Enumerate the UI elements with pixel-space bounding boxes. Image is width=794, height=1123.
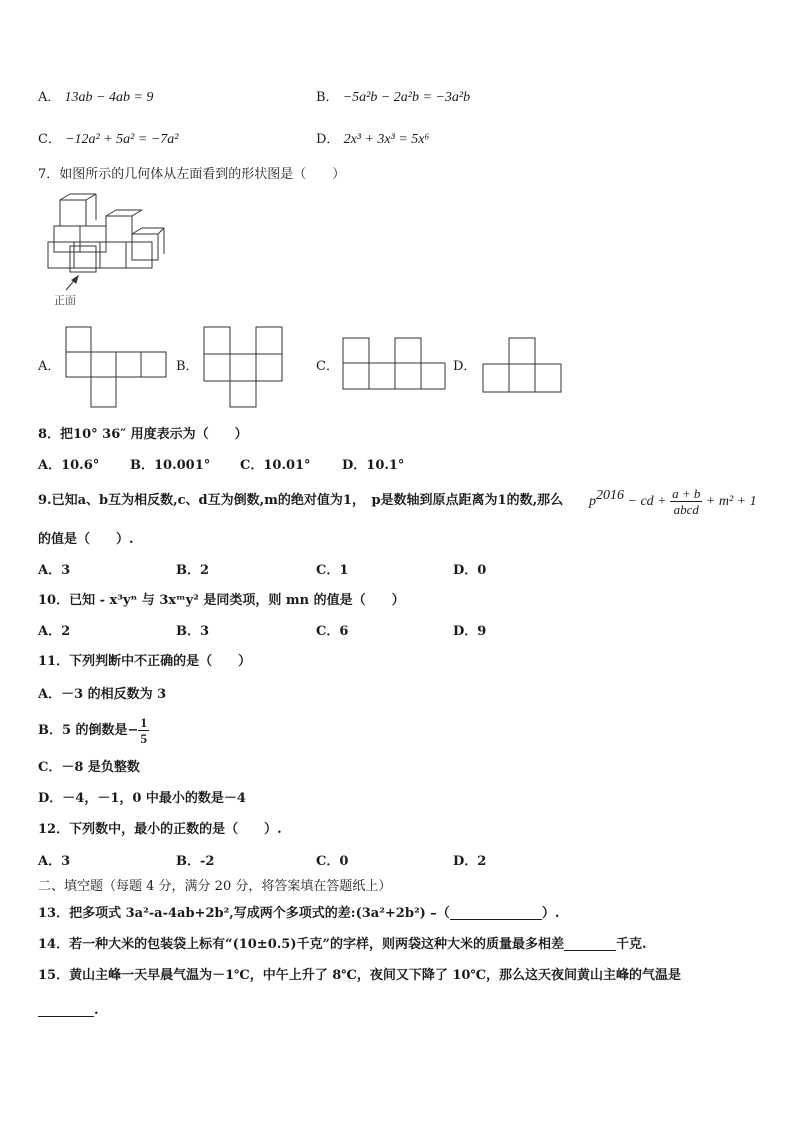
q10-stem: 10．已知 - x³yⁿ 与 3xᵐy² 是同类项，则 mn 的值是（ ） bbox=[38, 593, 405, 608]
q11-stem: 11．下列判断中不正确的是（ ） bbox=[38, 654, 252, 669]
q8-option-a: A．10.6° bbox=[38, 458, 100, 473]
q9-expression bbox=[589, 486, 757, 517]
q7-option-d-label: D． bbox=[453, 359, 477, 374]
fraction-numerator: a + b bbox=[672, 486, 701, 501]
answer-blank[interactable] bbox=[450, 905, 542, 920]
q10-option-b: B．3 bbox=[176, 624, 210, 639]
option-label: D． bbox=[316, 132, 340, 147]
q9-option-c: C．1 bbox=[316, 563, 349, 578]
q9-option-a: A．3 bbox=[38, 563, 71, 578]
q13-text: 13．把多项式 3a²-a-4ab+2b²,写成两个多项式的差:(3a²+2b²) –（ bbox=[38, 906, 450, 921]
q14-text-end: 千克. bbox=[615, 937, 647, 952]
option-label: B． bbox=[316, 90, 339, 105]
fraction-denominator: 5 bbox=[140, 731, 147, 746]
q8-stem: 8．把10° 36″ 用度表示为（ ） bbox=[38, 427, 248, 442]
q13-text-end: ）. bbox=[541, 906, 560, 921]
q7-option-b-figure bbox=[204, 327, 284, 409]
q10-option-c: C．6 bbox=[316, 624, 349, 639]
section-heading: 二、填空题（每题 4 分，满分 20 分，将答案填在答题纸上） bbox=[38, 879, 392, 894]
q12-option-c: C．0 bbox=[316, 854, 349, 869]
q9-option-b: B．2 bbox=[176, 563, 210, 578]
answer-blank[interactable] bbox=[564, 936, 616, 951]
q8-option-c: C．10.01° bbox=[240, 458, 311, 473]
expr-p: p bbox=[589, 494, 596, 509]
option-expression: −5a²b − 2a²b = −3a²b bbox=[342, 90, 471, 105]
fraction-numerator: 1 bbox=[140, 715, 147, 730]
q11-option-b bbox=[38, 713, 149, 749]
answer-blank[interactable] bbox=[38, 1002, 94, 1017]
q14-text: 14．若一种大米的包装袋上标有“(10±0.5)千克”的字样，则两袋这种大米的质量最多相差 bbox=[38, 937, 564, 952]
q9-stem: 9.已知a、b互为相反数,c、d互为倒数,m的绝对值为1， p是数轴到原点距离为1的数,那么 bbox=[38, 493, 564, 508]
option-label: C． bbox=[38, 132, 61, 147]
option-expression: −12a² + 5a² = −7a² bbox=[65, 132, 179, 147]
q12-option-b: B．-2 bbox=[176, 854, 215, 869]
q6-option-b bbox=[316, 89, 470, 107]
q7-option-a-figure bbox=[66, 327, 168, 409]
q11-option-d: D．－4，－1，0 中最小的数是－4 bbox=[38, 791, 246, 806]
q10-option-d: D．9 bbox=[453, 624, 487, 639]
front-view-label: 正面 bbox=[54, 294, 76, 307]
option-expression: 13ab − 4ab = 9 bbox=[64, 90, 154, 105]
option-b-text: B．5 的倒数是− bbox=[38, 723, 139, 738]
q15-stem: 15．黄山主峰一天早晨气温为－1℃，中午上升了 8℃，夜间又下降了 10℃，那么这天夜间黄山主峰的气温是 bbox=[38, 968, 682, 983]
q8-option-b: B．10.001° bbox=[130, 458, 211, 473]
q7-option-b-label: B． bbox=[176, 359, 199, 374]
q15-text-end: . bbox=[94, 1003, 99, 1018]
option-label: A． bbox=[38, 90, 61, 105]
q10-option-a: A．2 bbox=[38, 624, 71, 639]
q12-option-d: D．2 bbox=[453, 854, 487, 869]
expr-mid: − cd + bbox=[624, 494, 671, 509]
option-b-fraction bbox=[138, 715, 149, 746]
q6-option-d bbox=[316, 131, 429, 149]
q9-stem-continued: 的值是（ ）. bbox=[38, 532, 134, 547]
q7-option-a-label: A． bbox=[38, 359, 61, 374]
q7-option-d-figure bbox=[483, 338, 563, 394]
q15-answer-line bbox=[38, 1002, 99, 1020]
expr-exponent: 2016 bbox=[596, 488, 624, 503]
q6-option-a bbox=[38, 89, 153, 107]
q9-option-d: D．0 bbox=[453, 563, 487, 578]
q7-option-c-figure bbox=[343, 338, 447, 392]
q6-option-c bbox=[38, 131, 178, 149]
q13-stem bbox=[38, 905, 559, 923]
expr-post: + m² + 1 bbox=[702, 494, 757, 509]
q7-option-c-label: C． bbox=[316, 359, 339, 374]
expr-fraction bbox=[670, 486, 702, 517]
q14-stem bbox=[38, 936, 646, 954]
q11-option-a: A．－3 的相反数为 3 bbox=[38, 687, 167, 702]
q7-stem: 7．如图所示的几何体从左面看到的形状图是（ ） bbox=[38, 167, 346, 182]
q8-option-d: D．10.1° bbox=[342, 458, 405, 473]
q12-stem: 12．下列数中，最小的正数的是（ ）. bbox=[38, 822, 282, 837]
fraction-denominator: abcd bbox=[673, 502, 699, 517]
q11-option-c: C．－8 是负整数 bbox=[38, 760, 140, 775]
q12-option-a: A．3 bbox=[38, 854, 71, 869]
option-expression: 2x³ + 3x³ = 5x⁶ bbox=[343, 132, 430, 147]
